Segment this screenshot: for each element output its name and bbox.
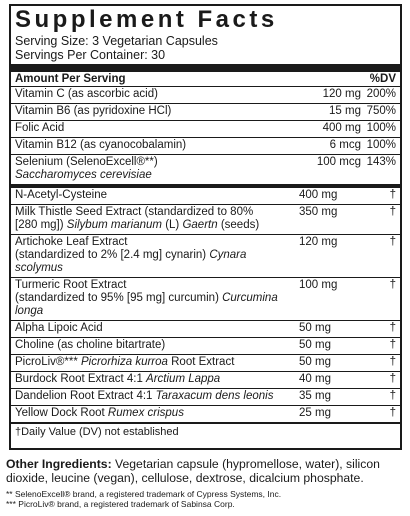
servings-per-container: Servings Per Container: 30 <box>15 48 166 62</box>
dv-header-label: %DV <box>369 73 396 85</box>
ingredient-row: Yellow Dock Root Rumex crispus 25 mg † <box>15 407 396 419</box>
ingredient-row: Choline (as choline bitartrate) 50 mg † <box>11 338 400 355</box>
trademark-note: ** SelenoExcell® brand, a registered trademark of Cypress Systems, Inc. <box>6 489 282 499</box>
ingredient-row: Artichoke Leaf Extract (standardized to 2% [2.4 mg] cynarin) Cynara scolymus 120 mg † <box>11 235 400 278</box>
nutrient-row: Vitamin C (as ascorbic acid) 120 mg 200% <box>11 87 400 104</box>
supplement-facts-panel <box>9 4 402 450</box>
nutrient-row: Vitamin B12 (as cyanocobalamin) 6 mcg 100% <box>11 138 400 155</box>
ingredient-row: N-Acetyl-Cysteine 400 mg † <box>11 188 400 205</box>
trademark-note: *** PicroLiv® brand, a registered trademark of Sabinsa Corp. <box>6 499 235 509</box>
ingredient-row: Turmeric Root Extract (standardized to 95% [95 mg] curcumin) Curcumina longa 100 mg † <box>11 278 400 321</box>
ingredient-row: Milk Thistle Seed Extract (standardized to 80% [280 mg]) Silybum marianum (L) Gaertn (seeds) 350 mg † <box>11 205 400 235</box>
panel-title: Supplement Facts <box>15 6 278 33</box>
nutrient-row: Selenium (SelenoExcell®**) Saccharomyces cerevisiae 100 mcg 143% <box>15 156 396 181</box>
ingredient-row: Alpha Lipoic Acid 50 mg † <box>11 321 400 338</box>
other-ingredients-text: Vegetarian capsule (hypromellose, water), silicon dioxide, leucine (vegan), cellulose, dextrose, dicalcium phosphate. <box>6 457 380 485</box>
other-ingredients-label: Other Ingredients: <box>6 457 112 471</box>
serving-size: Serving Size: 3 Vegetarian Capsules <box>15 34 218 48</box>
amount-header-row <box>11 72 400 87</box>
ingredient-row: PicroLiv®*** Picrorhiza kurroa Root Extract 50 mg † <box>11 355 400 372</box>
dv-footnote: †Daily Value (DV) not established <box>15 426 179 438</box>
nutrient-row: Vitamin B6 (as pyridoxine HCl) 15 mg 750% <box>11 104 400 121</box>
ingredient-row: Dandelion Root Extract 4:1 Taraxacum dens leonis 35 mg † <box>11 389 400 406</box>
amount-per-serving-label: Amount Per Serving <box>15 73 126 85</box>
ingredient-row: Burdock Root Extract 4:1 Arctium Lappa 40 mg † <box>11 372 400 389</box>
thick-divider <box>11 64 400 72</box>
nutrient-row: Folic Acid 400 mg 100% <box>11 121 400 138</box>
vitamin-group <box>15 87 396 184</box>
other-ingredients <box>6 458 406 485</box>
herbal-group <box>15 188 396 422</box>
